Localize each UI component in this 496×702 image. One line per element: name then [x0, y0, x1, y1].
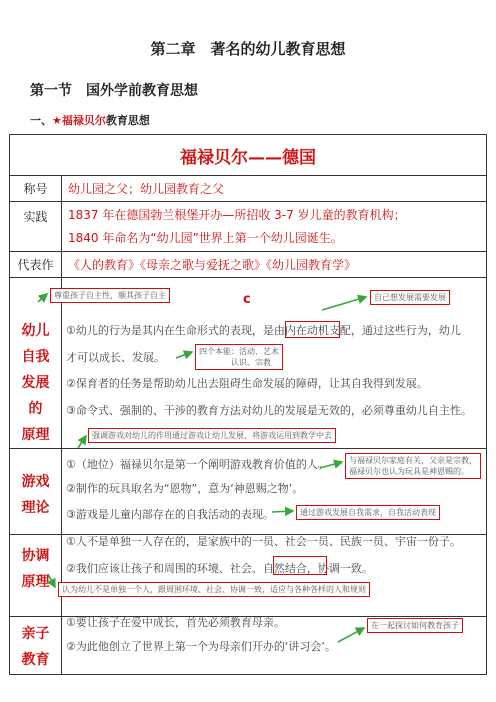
annotation-self-need: 自己想发展需要发展	[370, 290, 450, 305]
self-dev-label-2: 自我	[21, 349, 50, 365]
game-line-3: ③游戏是儿童内部存在的自我活动的表现。	[66, 508, 274, 521]
works-label: 代表作	[10, 252, 62, 278]
subsection-suffix: 教育思想	[105, 114, 150, 127]
chapter-title: 第二章 著名的幼儿教育思想	[150, 40, 346, 58]
subsection-name: 福禄贝尔	[61, 114, 106, 127]
annotation-child-member: 认为幼儿不是单独一个人，跟周围环境、社会、协调一致，适应与各种各样的人和规则	[58, 582, 370, 597]
practice-line-1: 1837 年在德国勃兰根堡开办—所招收 3-7 岁儿童的教育机构；	[68, 208, 406, 222]
game-line-1: ①（地位）福禄贝尔是第一个阐明游戏教育价值的人。	[66, 458, 329, 471]
game-label-1: 游戏	[21, 474, 50, 490]
self-dev-line-4: ③命令式、强制的、干涉的教育方法对幼儿的发展是无效的，必须尊重幼儿自主性。	[66, 404, 472, 417]
table-header: 福禄贝尔——德国	[10, 135, 487, 176]
subsection-prefix: 一、	[30, 114, 52, 127]
harmony-line-1: ①人不是单独一人存在的，是家族中的一员、社会一员、民族一员、宇宙一份子。	[66, 535, 461, 548]
parent-label-1: 亲子	[21, 626, 50, 642]
harmony-label-2: 原理	[21, 574, 50, 590]
star-icon: ★	[52, 114, 62, 127]
self-dev-label-3: 发展	[21, 375, 50, 391]
arrow-parent	[338, 628, 364, 642]
annotation-four-abilities: 四个本能：活动、艺术 认识、宗教	[195, 344, 283, 370]
annotation-game-emphasis: 强调游戏对幼儿的作用通过游戏让幼儿发展，将游戏运用到教学中去	[88, 428, 336, 443]
harmony-label-1: 协调	[21, 548, 50, 564]
arrow-four-abilities	[176, 352, 192, 358]
harmony-line-2: ②我们应该让孩子和周围的环境、社会、自然结合，协调一致。	[66, 562, 373, 575]
practice-line-2: 1840 年命名为“幼儿园”世界上第一个幼儿园诞生。	[68, 231, 343, 245]
game-line-2: ②制作的玩具取名为“恩物”，意为‘神恩赐之物’。	[66, 482, 304, 495]
annotation-gifts: 与福禄贝尔家庭有关，父亲是宗教，福禄贝尔也认为玩具是神恩赐的。	[345, 453, 481, 479]
game-label-2: 理论	[21, 500, 50, 516]
annotation-c-mark: c	[243, 292, 251, 307]
arrow-respect	[38, 294, 47, 302]
arrow-child-member	[48, 574, 55, 587]
works-value: 《人的教育》《母亲之歌与爱抚之歌》《幼儿园教育学》	[62, 252, 487, 278]
annotation-parent: 在一起探讨如何教育孩子	[367, 618, 463, 633]
arrow-self-need	[322, 297, 366, 310]
arrow-gifts	[320, 462, 342, 468]
title-label: 称号	[10, 176, 62, 202]
section-title: 第一节 国外学前教育思想	[30, 83, 198, 99]
parent-line-2: ②为此他创立了世界上第一个为母亲们开办的‘讲习会’。	[66, 640, 336, 653]
annotation-respect: 尊重孩子自主性，顺其孩子自主	[50, 288, 170, 303]
practice-label: 实践	[10, 202, 62, 252]
self-dev-line-1: ①幼儿的行为是其内在生命形式的表现，是由内在动机支配，通过这些行为，幼儿	[66, 324, 461, 337]
self-dev-line-2: 才可以成长、发展。	[66, 351, 165, 364]
self-dev-label-1: 幼儿	[21, 323, 50, 339]
annotation-self-activity: 通过游戏发展自我需求，自我活动表现	[296, 505, 440, 520]
arrow-self-activity	[272, 511, 293, 512]
arrow-game-emphasis	[78, 436, 86, 448]
title-value: 幼儿园之父；幼儿园教育之父	[62, 176, 487, 202]
self-dev-label-5: 原理	[21, 427, 50, 443]
parent-label-2: 教育	[21, 652, 50, 668]
self-dev-line-3: ②保育者的任务是帮助幼儿出去阻碍生命发展的障碍，让其自我得到发展。	[66, 377, 428, 390]
parent-line-1: ①要让孩子在爱中成长，首先必须教育母亲。	[66, 616, 285, 629]
self-dev-label-4: 的	[28, 401, 43, 417]
